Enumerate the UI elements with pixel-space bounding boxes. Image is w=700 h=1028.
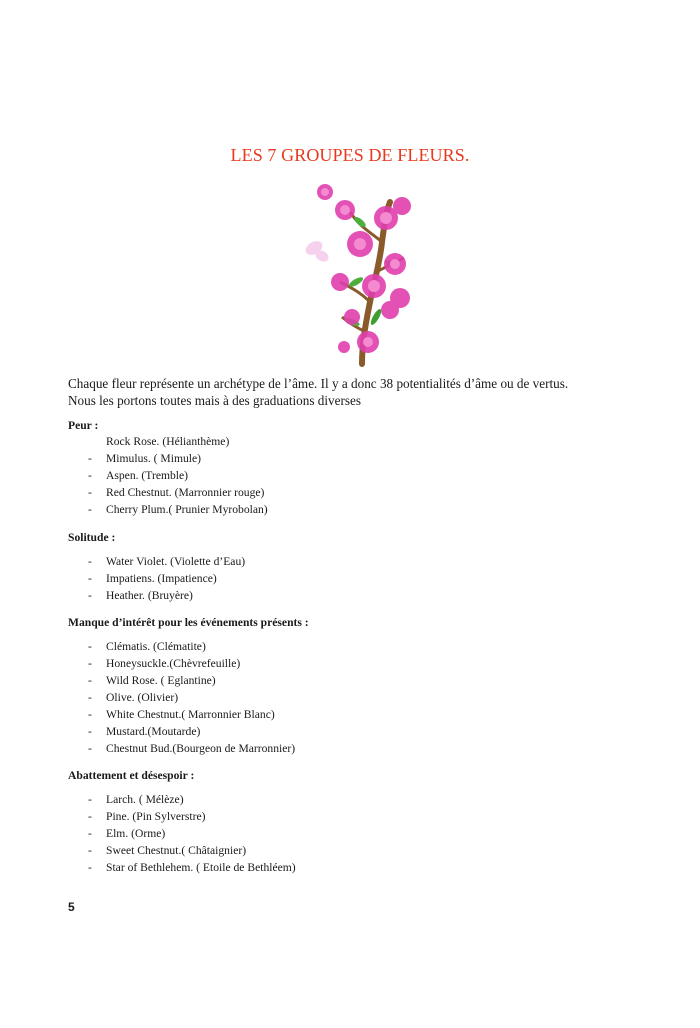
list-item: - Honeysuckle.(Chèvrefeuille) [88, 657, 241, 670]
list-item: - Larch. ( Mélèze) [88, 793, 184, 806]
section-heading: Abattement et désespoir : [68, 769, 195, 782]
flower-list [68, 638, 309, 757]
section-heading: Manque d’intérêt pour les événements présents : [68, 616, 309, 629]
list-item: - Heather. (Bruyère) [88, 589, 193, 602]
page-title: LES 7 GROUPES DE FLEURS. [230, 145, 470, 165]
list-item: - Water Violet. (Violette d’Eau) [88, 555, 246, 568]
flower-list [68, 433, 268, 518]
list-item: Rock Rose. (Hélianthème) [106, 435, 230, 448]
list-item: - Mimulus. ( Mimule) [88, 452, 202, 465]
flower-list [68, 791, 296, 876]
section-solitude [68, 530, 245, 604]
list-item: - Wild Rose. ( Eglantine) [88, 674, 216, 687]
list-item: - White Chestnut.( Marronnier Blanc) [88, 708, 275, 721]
list-item: - Cherry Plum.( Prunier Myrobolan) [88, 503, 268, 516]
cherry-blossom-illustration [300, 182, 420, 367]
list-item: - Impatiens. (Impatience) [88, 572, 217, 585]
list-item: - Pine. (Pin Sylverstre) [88, 810, 206, 823]
list-item: - Star of Bethlehem. ( Etoile de Bethléem) [88, 861, 296, 874]
list-item: - Clématis. (Clématite) [88, 640, 206, 653]
section-heading: Peur : [68, 419, 99, 432]
list-item: - Mustard.(Moutarde) [88, 725, 201, 738]
list-item: - Red Chestnut. (Marronnier rouge) [88, 486, 265, 499]
list-item: - Sweet Chestnut.( Châtaignier) [88, 844, 247, 857]
section-abattement [68, 768, 296, 876]
list-item: - Chestnut Bud.(Bourgeon de Marronnier) [88, 742, 296, 755]
section-manque-interet [68, 615, 309, 757]
section-heading: Solitude : [68, 531, 116, 544]
page-number: 5 [68, 900, 75, 914]
intro-line-1: Chaque fleur représente un archétype de l’âme. Il y a donc 38 potentialités d’âme ou de vertus. [68, 376, 569, 391]
section-peur [68, 418, 268, 518]
flower-list [68, 553, 245, 604]
intro-line-2: Nous les portons toutes mais à des graduations diverses [68, 393, 362, 408]
intro-paragraph [68, 375, 648, 409]
list-item: - Aspen. (Tremble) [88, 469, 189, 482]
list-item: - Elm. (Orme) [88, 827, 166, 840]
list-item: - Olive. (Olivier) [88, 691, 179, 704]
